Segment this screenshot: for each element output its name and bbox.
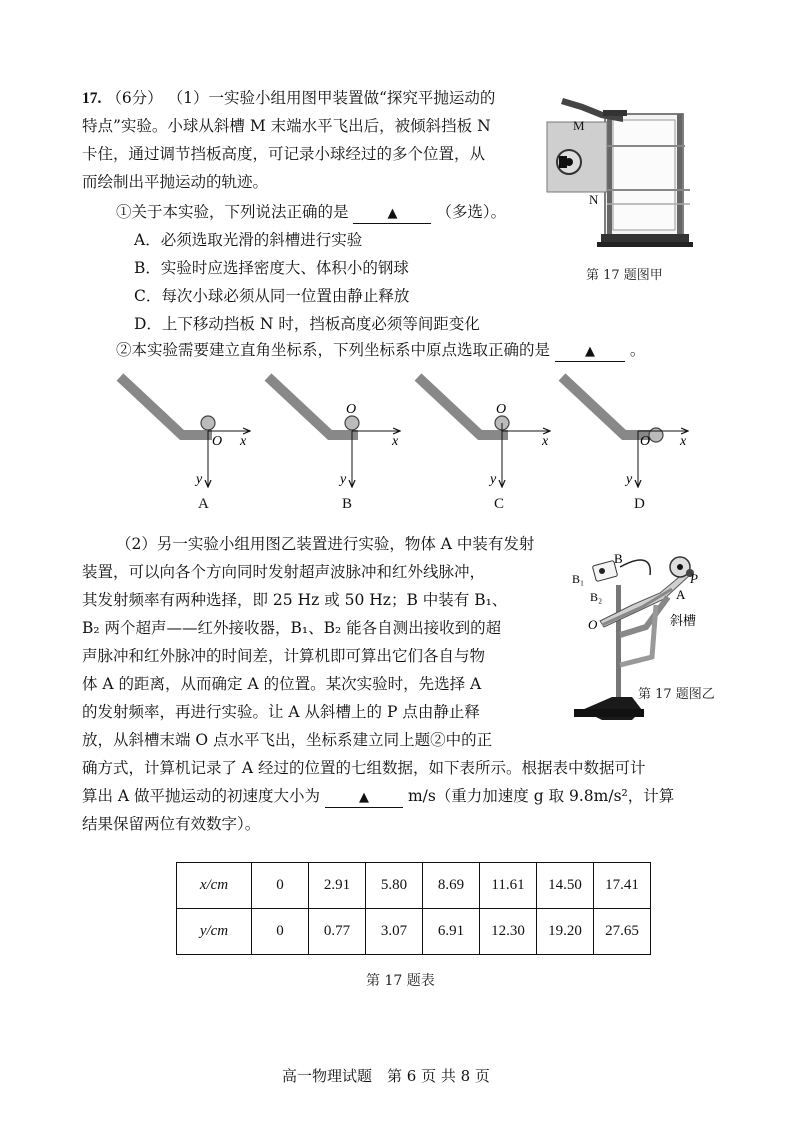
- option-d: D．上下移动挡板 N 时，挡板高度必须等间距变化: [134, 315, 480, 333]
- x-axis-label: x: [240, 434, 247, 449]
- option-diagram-a: [120, 377, 250, 487]
- question-header-line: [82, 88, 495, 109]
- blank-mark: ▲: [359, 790, 369, 805]
- option-c: C．每次小球必须从同一位置由静止释放: [134, 287, 410, 305]
- subquestion-2-suffix: 。: [629, 341, 646, 359]
- table-cell: 11.61: [480, 863, 537, 909]
- figure-yi-apparatus: [572, 545, 718, 730]
- table-cell: 17.41: [594, 863, 651, 909]
- origin-label: O: [212, 434, 223, 449]
- y-axis-label: y: [490, 472, 497, 487]
- table-cell: 5.80: [366, 863, 423, 909]
- subquestion-1-prefix: ①关于本实验，下列说法正确的是: [116, 203, 349, 221]
- part1-line-2: 特点”实验。小球从斜槽 M 末端水平飞出后，被倾斜挡板 N: [82, 117, 491, 135]
- figure-jia-apparatus: [545, 92, 695, 252]
- part1-line-4: 而绘制出平抛运动的轨迹。: [82, 173, 269, 191]
- table-cell: 0.77: [309, 909, 366, 955]
- origin-label: O: [346, 402, 357, 417]
- table-cell: 6.91: [423, 909, 480, 955]
- data-table: [176, 862, 651, 955]
- part2-line-6: 体 A 的距离，从而确定 A 的位置。某次实验时，先选择 A: [82, 675, 482, 693]
- label-M: M: [573, 118, 585, 133]
- answer-blank-3[interactable]: [325, 787, 403, 808]
- table-row: [177, 909, 651, 955]
- table-cell: 3.07: [366, 909, 423, 955]
- label-A: A: [676, 587, 686, 602]
- label-B1: B₁: [572, 572, 585, 586]
- table-cell: 0: [252, 909, 309, 955]
- part2-line-1: （2）另一实验小组用图乙装置进行实验，物体 A 中装有发射: [116, 535, 535, 553]
- table-caption: 第 17 题表: [366, 973, 435, 989]
- y-axis-label: y: [340, 472, 347, 487]
- part2-line-9: 确方式，计算机记录了 A 经过的位置的七组数据，如下表所示。根据表中数据可计: [82, 759, 646, 777]
- table-cell: 14.50: [537, 863, 594, 909]
- option-label-b: B: [342, 496, 353, 512]
- subquestion-2: [116, 340, 645, 362]
- y-axis-label: y: [626, 472, 633, 487]
- figure-yi-caption: 第 17 题图乙: [636, 683, 717, 702]
- subquestion-1: [116, 202, 506, 224]
- option-diagram-c: [418, 377, 550, 487]
- part2-line-2: 装置，可以向各个方向同时发射超声波脉冲和红外线脉冲，: [82, 563, 486, 581]
- row-header-x: x/cm: [177, 863, 252, 909]
- answer-blank-2[interactable]: [555, 341, 625, 362]
- table-cell: 2.91: [309, 863, 366, 909]
- x-axis-label: x: [542, 434, 549, 449]
- x-axis-label: x: [392, 434, 399, 449]
- part2-line-10: [82, 786, 674, 808]
- option-diagram-d: [562, 377, 688, 487]
- part2-line-3: 其发射频率有两种选择，即 25 Hz 或 50 Hz；B 中装有 B₁、: [82, 591, 508, 609]
- label-B2: B₂: [590, 590, 603, 604]
- speed-prefix: 算出 A 做平抛运动的初速度大小为: [82, 787, 321, 805]
- row-header-y: y/cm: [177, 909, 252, 955]
- part2-line-4: B₂ 两个超声——红外接收器，B₁、B₂ 能各自测出接收到的超: [82, 619, 502, 637]
- speed-unit: m/s（重力加速度 g 取 9.8m/s²，计算: [407, 787, 675, 805]
- option-label-a: A: [198, 496, 209, 512]
- part2-line-8: 放，从斜槽末端 O 点水平飞出，坐标系建立同上题②中的正: [82, 731, 493, 749]
- part2-line-11: 结果保留两位有效数字）。: [82, 815, 261, 833]
- part2-line-7: 的发射频率，再进行实验。让 A 从斜槽上的 P 点由静止释: [82, 703, 480, 721]
- blank-mark: ▲: [387, 206, 398, 221]
- origin-label: O: [640, 434, 651, 449]
- option-label-d: D: [634, 496, 645, 512]
- label-N: N: [589, 192, 599, 207]
- x-axis-label: x: [680, 434, 687, 449]
- table-cell: 8.69: [423, 863, 480, 909]
- figure-jia-caption: 第 17 题图甲: [586, 268, 663, 283]
- table-row: [177, 863, 651, 909]
- coordinate-options-figure: [100, 365, 720, 510]
- option-a: A．必须选取光滑的斜槽进行实验: [134, 231, 363, 249]
- part1-line-1: （1）一实验小组用图甲装置做“探究平抛运动的: [167, 89, 496, 107]
- option-diagram-b: [268, 377, 400, 487]
- answer-blank-1[interactable]: [353, 203, 431, 224]
- label-B: B: [614, 551, 623, 566]
- label-O: O: [588, 617, 598, 632]
- table-cell: 12.30: [480, 909, 537, 955]
- table-cell: 0: [252, 863, 309, 909]
- page-footer: 高一物理试题 第 6 页 共 8 页: [282, 1067, 490, 1085]
- question-score: （6分）: [106, 89, 163, 107]
- origin-label: O: [496, 402, 507, 417]
- option-label-c: C: [494, 496, 505, 512]
- table-cell: 19.20: [537, 909, 594, 955]
- blank-mark: ▲: [584, 344, 595, 359]
- label-P: P: [690, 571, 698, 586]
- subquestion-1-suffix: （多选）。: [436, 203, 507, 221]
- question-number: 17.: [82, 90, 102, 107]
- label-chute: 斜槽: [670, 614, 697, 629]
- table-cell: 27.65: [594, 909, 651, 955]
- part2-line-5: 声脉冲和红外脉冲的时间差，计算机即可算出它们各自与物: [82, 647, 486, 665]
- part1-line-3: 卡住，通过调节挡板高度，可记录小球经过的多个位置，从: [82, 145, 486, 163]
- subquestion-2-prefix: ②本实验需要建立直角坐标系，下列坐标系中原点选取正确的是: [116, 341, 551, 359]
- y-axis-label: y: [196, 472, 203, 487]
- option-b: B．实验时应选择密度大、体积小的钢球: [134, 259, 409, 277]
